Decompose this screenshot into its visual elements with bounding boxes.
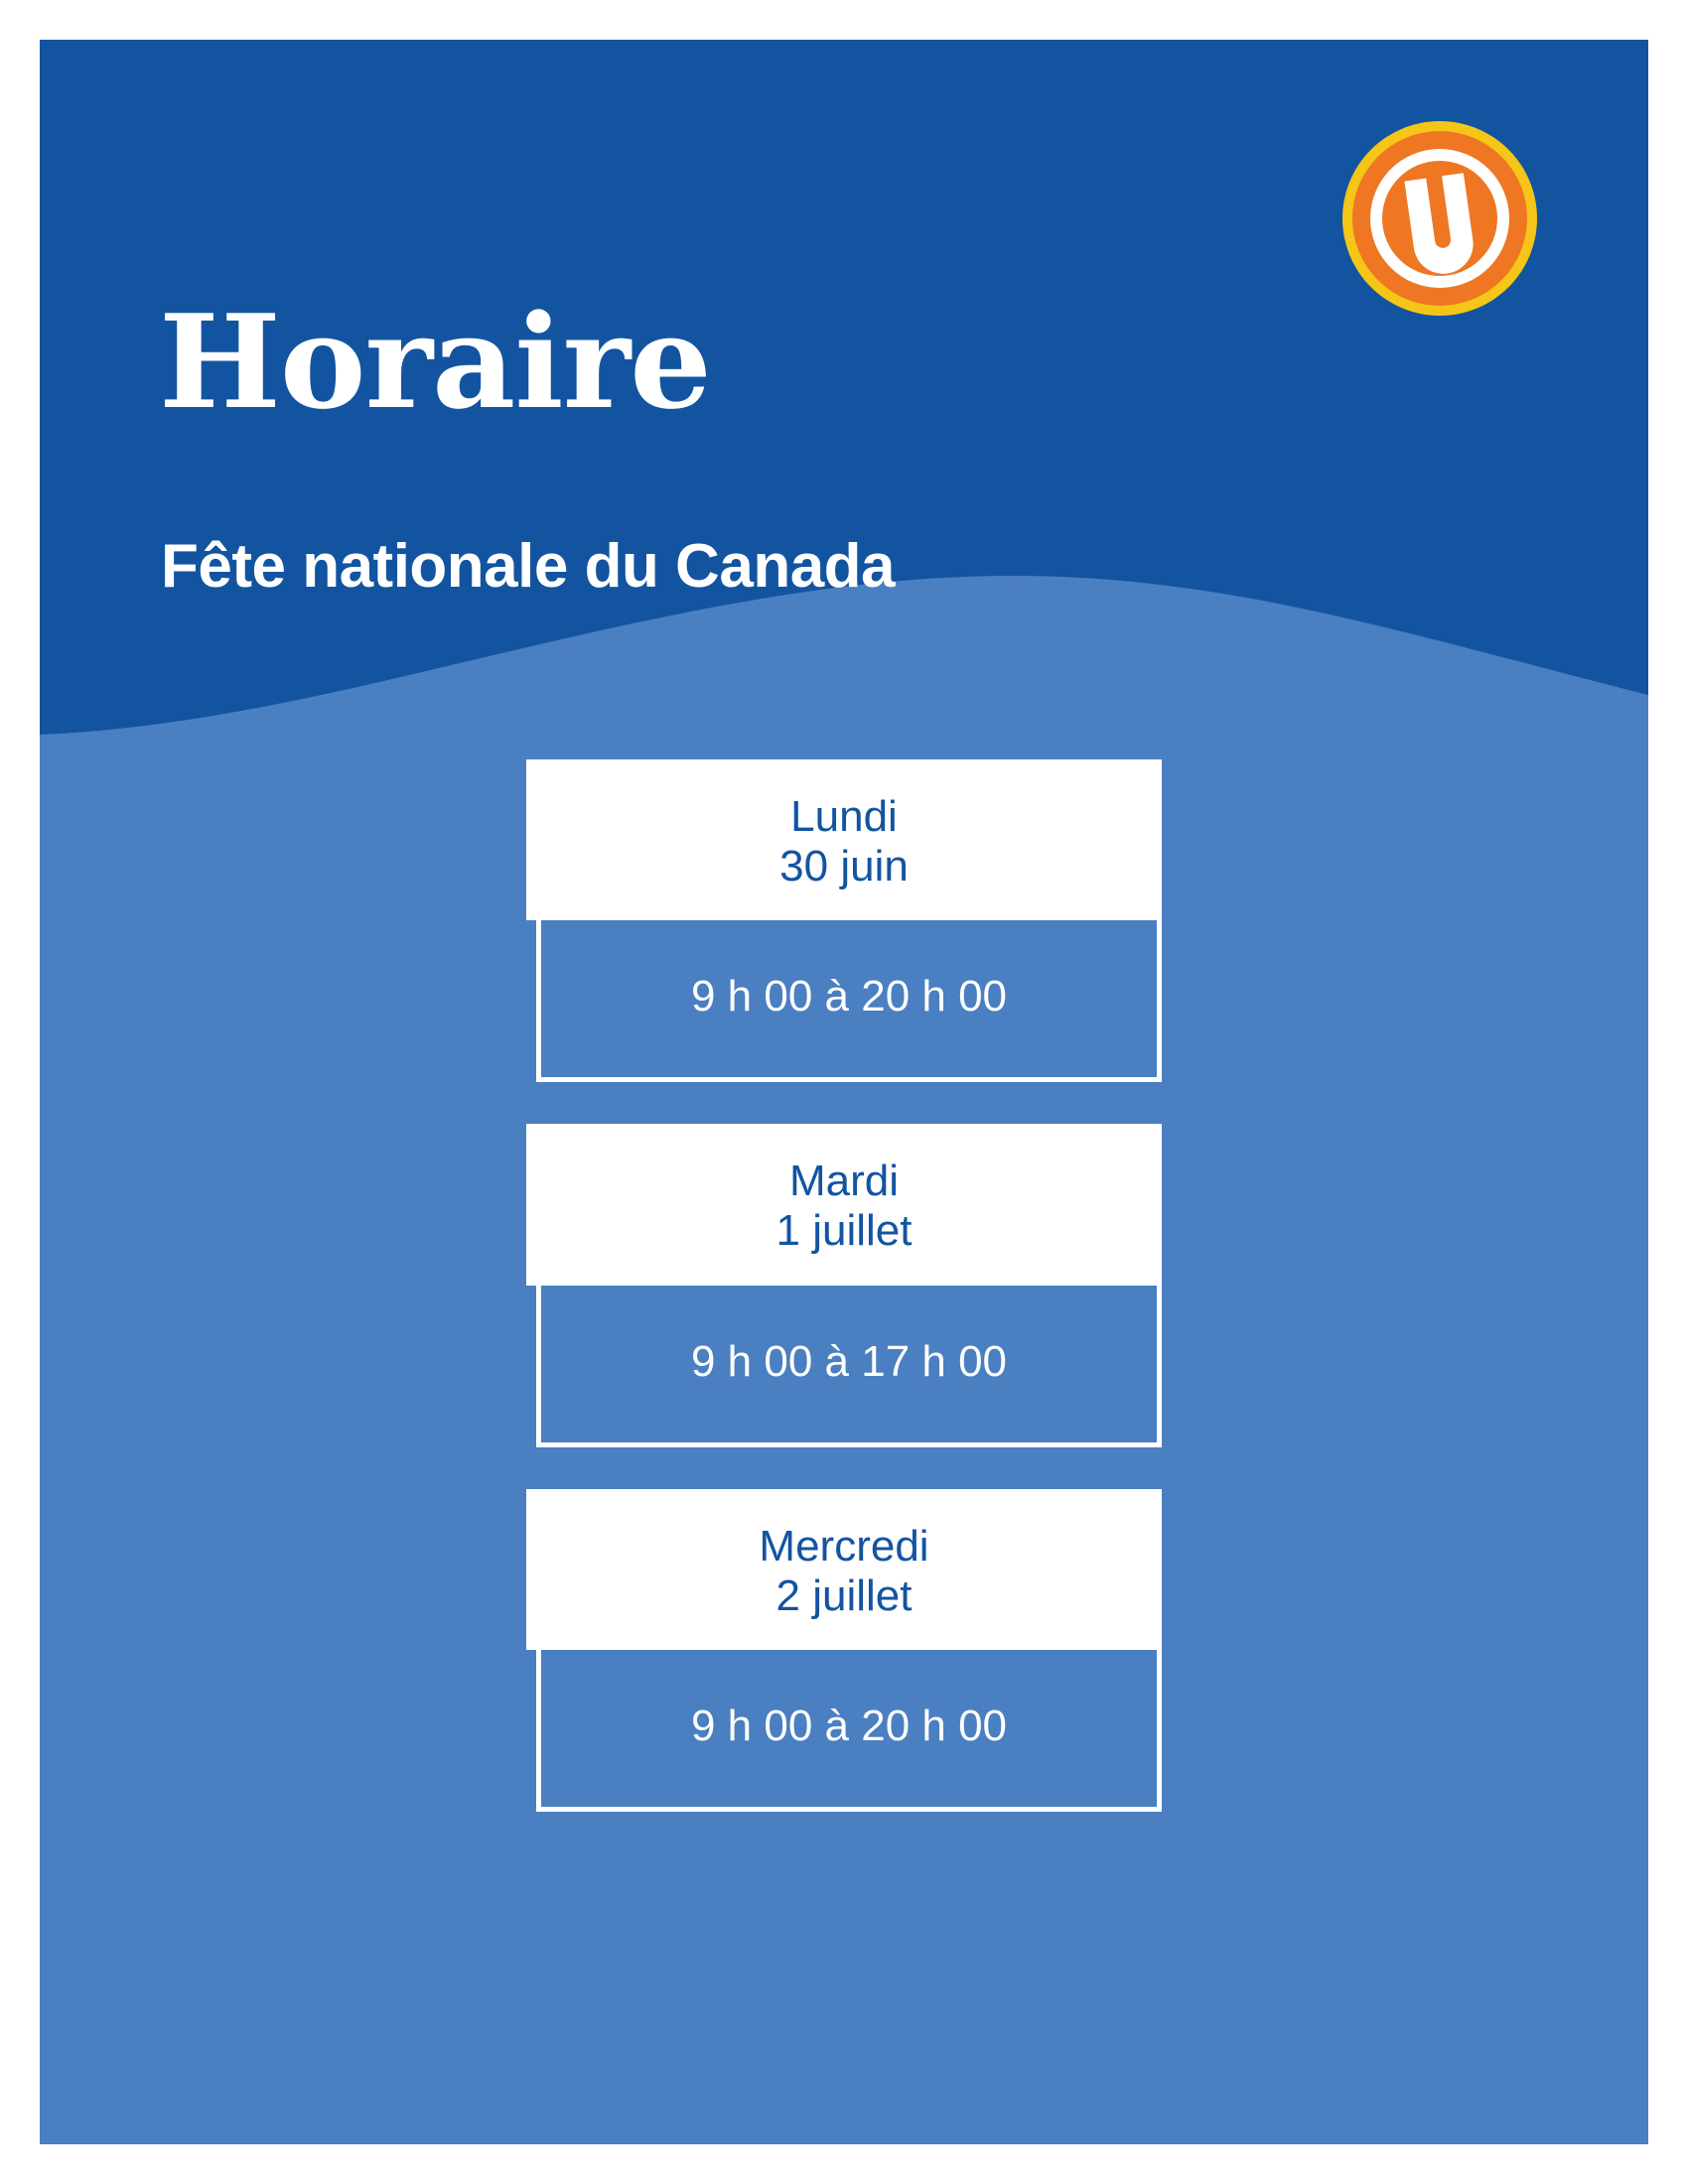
schedule-day-name: Mardi (788, 1157, 900, 1206)
schedule-day-name: Mercredi (759, 1521, 929, 1570)
schedule-card-header (526, 759, 1162, 920)
schedule-card (526, 1124, 1162, 1446)
schedule-card (526, 759, 1162, 1082)
schedule-day-date: 2 juillet (775, 1570, 913, 1620)
poster (40, 40, 1648, 2144)
schedule-card (526, 1489, 1162, 1812)
university-logo-icon (1340, 119, 1539, 318)
schedule-hours: 9 h 00 à 20 h 00 (536, 1650, 1162, 1812)
schedule-hours: 9 h 00 à 17 h 00 (536, 1286, 1162, 1447)
schedule-card-header (526, 1489, 1162, 1650)
schedule-list (526, 759, 1162, 1853)
schedule-day-date: 1 juillet (775, 1206, 913, 1256)
schedule-card-header (526, 1124, 1162, 1285)
poster-header (40, 40, 1648, 824)
page-subtitle: Fête nationale du Canada (161, 532, 896, 601)
page-title: Horaire (159, 286, 711, 438)
schedule-hours: 9 h 00 à 20 h 00 (536, 920, 1162, 1082)
schedule-day-name: Lundi (790, 792, 898, 841)
schedule-day-date: 30 juin (779, 841, 909, 890)
